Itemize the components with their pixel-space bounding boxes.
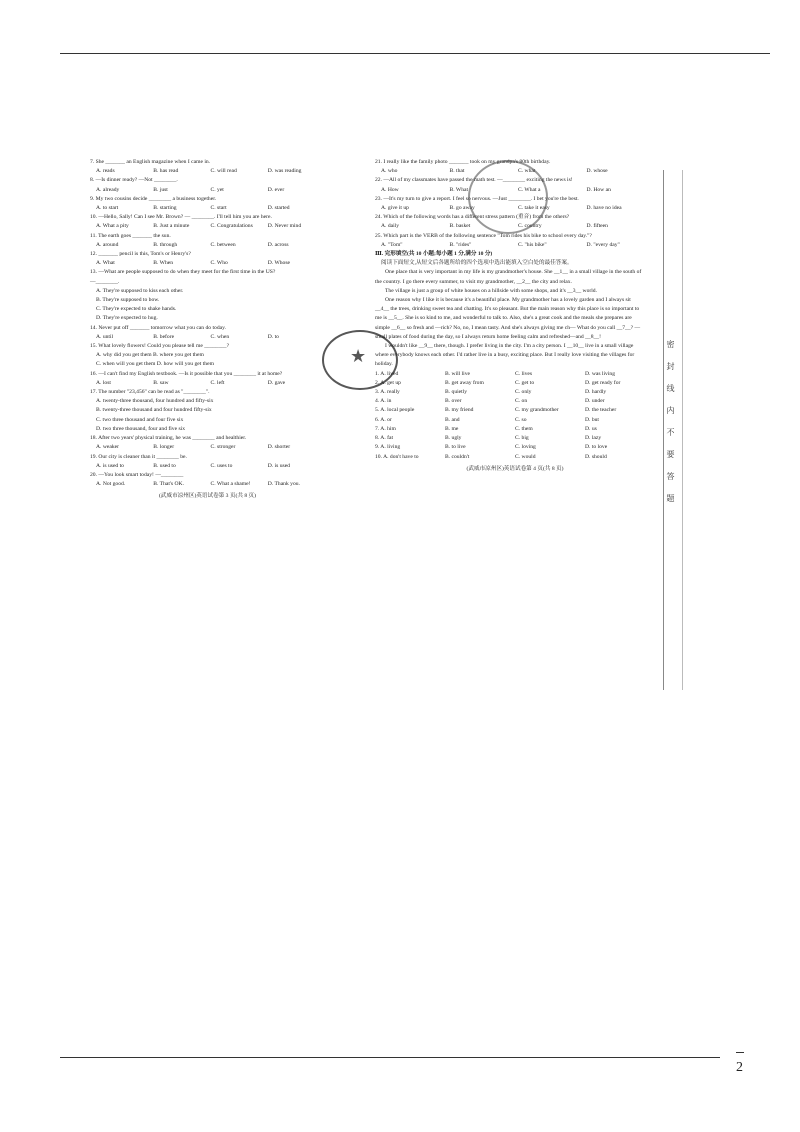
seal-stamp	[468, 160, 548, 234]
option: B. go away	[449, 205, 475, 212]
option: C. stronger	[210, 444, 236, 451]
option: C. Who	[210, 260, 228, 267]
bottom-rule	[60, 1057, 720, 1058]
cloze-option: C. get to	[515, 379, 535, 386]
question-text: B. twenty-three thousand and four hundred fifty-six	[96, 407, 212, 414]
question-text: 17. The number "23,456" can be read as "________".	[90, 389, 210, 396]
option: D. shorter	[267, 444, 291, 451]
option: C. left	[210, 379, 225, 386]
question-text: 7. She _______ an English magazine when I came in.	[90, 159, 211, 165]
cloze-option: 1. A. lived	[375, 370, 399, 377]
option-row	[96, 333, 325, 342]
cloze-option: B. quietly	[445, 389, 468, 396]
passage-paragraph: The village is just a group of white houses on a hillside with some shops, and it's __3__ world.	[385, 287, 597, 294]
cloze-option-row	[375, 425, 655, 434]
option-row	[96, 480, 325, 489]
question-text: 21. I really like the family photo _______ took on my grandpa's 80th birthday.	[375, 159, 551, 165]
cloze-option: C. would	[515, 453, 536, 460]
option: B. basket	[449, 223, 471, 230]
cloze-option: B. get away from	[445, 379, 484, 386]
cloze-option: D. but	[585, 416, 599, 423]
cloze-option: 2. A. get up	[375, 379, 401, 386]
cloze-option: 8. A. fat	[375, 435, 394, 442]
option: D. Never mind	[267, 223, 302, 230]
question-text: 16. —I can't find my English textbook. —Is it possible that you ________ it at home?	[90, 370, 283, 377]
cloze-option: C. big	[515, 435, 529, 442]
question-text: C. when will you get them D. how will you get them	[96, 361, 214, 368]
option: B. When	[153, 260, 174, 267]
option: B. starting	[153, 205, 177, 212]
question-text: —________.	[90, 278, 120, 285]
question-text: A. why did you get them B. where you get them	[96, 352, 204, 359]
question-text: 13. —What are people supposed to do when they meet for the first time in the US?	[90, 269, 276, 276]
cloze-option: B. will live	[445, 370, 471, 377]
option: B. just	[153, 186, 168, 193]
question-text: B. They're supposed to bow.	[96, 297, 160, 304]
cloze-option: D. us	[585, 425, 597, 432]
option: A. How	[381, 186, 399, 193]
passage-paragraph: One reason why I like it is because it's a beautiful place. My grandmother has a lovely garden and I always sit __4__ the trees, drinking sweet tea and chatting. It's so pleasant. But the main reason why this place is so important to me is __5__. She is so kind to me, and wonderful to talk to. Also, she's a great cook and the meals she prepares are simple __6__ so fresh and —rich? No, no, I mean tasty. And she's always giving me ch— What do you call __7__? —small plates of food during the day, so I always return home feeling calm and refreshed—and __8__!	[375, 297, 641, 340]
option: C. start	[210, 205, 227, 212]
option: B. has read	[153, 168, 179, 175]
cloze-passage	[375, 268, 655, 369]
cloze-option: D. lazy	[585, 435, 602, 442]
option: D. is used	[267, 462, 290, 469]
cloze-option: C. on	[515, 398, 528, 405]
passage-paragraph: I wouldn't like __9__ there, though. I prefer living in the city. I'm a city person. I __10__ live in a small village where everybody knows each other. I'd rather live in a busy, exciting place. But I really love visiting the villages for holiday.	[375, 343, 635, 368]
cloze-option: B. couldn't	[445, 453, 470, 460]
cloze-option-row	[375, 434, 655, 443]
cloze-option-row	[375, 397, 655, 406]
option: D. How an	[586, 186, 611, 193]
option: A. around	[96, 241, 119, 248]
cloze-option-row	[375, 453, 655, 462]
option-row	[96, 186, 325, 195]
option: A. What	[96, 260, 115, 267]
option: D. gave	[267, 379, 286, 386]
question-text: A. twenty-three thousand, four hundred and fifty-six	[96, 398, 214, 405]
option-row	[96, 241, 325, 250]
cloze-option: C. so	[515, 416, 527, 423]
cloze-option: D. get ready for	[585, 379, 621, 386]
option: D. whose	[586, 168, 608, 175]
cloze-option-row	[375, 388, 655, 397]
option: D. to	[267, 333, 279, 340]
cloze-option: 7. A. him	[375, 425, 396, 432]
option-row	[96, 443, 325, 452]
option-row	[96, 222, 325, 231]
option: D. ever	[267, 186, 285, 193]
cloze-option: D. the teacher	[585, 407, 617, 414]
option: C. will read	[210, 168, 237, 175]
question-text: 19. Our city is cleaner than it ________ be.	[90, 453, 187, 460]
cloze-option: C. my grandmother	[515, 407, 559, 414]
option: C. What a shame!	[210, 481, 251, 488]
question-text: 12. _______ pencil is this, Tom's or Henry's?	[90, 251, 191, 258]
cloze-option: B. my friend	[445, 407, 474, 414]
question-text: 25. Which part is the VERB of the following sentence "Tom rides his bike to school every day."?	[375, 232, 592, 239]
option-row	[96, 204, 325, 213]
question-text: 18. After two years' physical training, he was ________ and healthier.	[90, 435, 247, 442]
option: A. What a pity	[96, 223, 129, 230]
cloze-option: C. lives	[515, 370, 533, 377]
option: A. weaker	[96, 444, 119, 451]
cloze-option: 9. A. living	[375, 444, 401, 451]
cloze-option-row	[375, 443, 655, 452]
seal-stamp-red	[322, 330, 398, 390]
section-title: Ⅲ. 完形填空(共 10 小题;每小题 1 分,满分 10 分)	[375, 251, 493, 258]
option: C. What a	[518, 186, 541, 193]
option: B. What	[449, 186, 469, 193]
option: B. "rides"	[449, 241, 472, 248]
option: A. "Tom"	[381, 241, 403, 248]
option: B. longer	[153, 444, 175, 451]
cloze-option: B. and	[445, 416, 460, 423]
binding-margin	[660, 170, 686, 690]
option: A. daily	[381, 223, 400, 230]
left-question-list	[90, 158, 325, 489]
cloze-option: B. to live	[445, 444, 466, 451]
option: D. have no idea	[586, 205, 622, 212]
option: B. before	[153, 333, 175, 340]
option-row	[96, 379, 325, 388]
cloze-option: D. to love	[585, 444, 608, 451]
option: A. until	[96, 333, 114, 340]
cloze-option: C. them	[515, 425, 533, 432]
option: A. Not good.	[96, 481, 126, 488]
option: D. Whose	[267, 260, 291, 267]
cloze-option: B. over	[445, 398, 462, 405]
cloze-option: 5. A. local people	[375, 407, 415, 414]
option: C. when	[210, 333, 230, 340]
question-text: 14. Never put off _______ tomorrow what you can do today.	[90, 324, 226, 331]
question-text: 23. —It's my turn to give a report. I feel so nervous. —Just ________. I bet you're the best.	[375, 195, 579, 202]
passage-paragraph: One place that is very important in my life is my grandmother's house. She __1__ in a small village in the south of the country. I go there every summer, to visit my grandmother, __2__ the city and relax.	[375, 269, 642, 285]
option: C. uses to	[210, 462, 233, 469]
option: C. take it easy	[518, 205, 550, 212]
option: A. reads	[96, 168, 115, 175]
star-icon: ★	[350, 346, 367, 366]
option: C. country	[518, 223, 542, 230]
question-text: A. They're supposed to kiss each other.	[96, 287, 184, 294]
option: C. "his bike"	[518, 241, 547, 248]
left-column	[90, 158, 325, 502]
option: A. already	[96, 186, 120, 193]
cloze-options	[375, 370, 655, 462]
option-row	[96, 462, 325, 471]
question-text: 24. Which of the following words has a different stress pattern (重音) from the others?	[375, 214, 570, 221]
cloze-option-row	[375, 406, 655, 415]
question-text: 9. My two cousins decide ________ a business together.	[90, 195, 217, 202]
question-text: D. They're expected to hug.	[96, 315, 158, 322]
cloze-option: D. should	[585, 453, 607, 460]
section-instruction: 阅读下面短文,从短文后各题所给的四个选项中选出能填入空白处的最佳答案。	[381, 260, 573, 267]
cloze-option: D. hardly	[585, 389, 607, 396]
page-number: 2	[736, 1060, 743, 1075]
cloze-option-row	[375, 379, 655, 388]
question-text: 20. —You look smart today! —________	[90, 471, 184, 478]
cloze-option: B. ugly	[445, 435, 462, 442]
cloze-option: B. me	[445, 425, 459, 432]
question-text: 8. —Is dinner ready? —Not ________.	[90, 177, 178, 184]
option: B. used to	[153, 462, 176, 469]
cloze-option: C. only	[515, 389, 532, 396]
option-row	[381, 241, 655, 250]
option: C. Congratulations	[210, 223, 253, 230]
cloze-option: D. was living	[585, 370, 615, 377]
option: B. that	[449, 168, 465, 175]
option: A. who	[381, 168, 398, 175]
question-text: 15. What lovely flowers! Could you please tell me ________?	[90, 343, 230, 350]
cloze-option: D. under	[585, 398, 605, 405]
binding-notice: 密 封 线 内 不 要 答 题	[666, 340, 675, 508]
option: D. Thank you.	[267, 481, 300, 488]
option: C. what	[518, 168, 536, 175]
option: B. Just a minute	[153, 223, 190, 230]
question-text: C. two three thousand and four five six	[96, 416, 184, 423]
question-text: 22. —All of my classmates have passed the math test. —________ exciting the news is!	[375, 177, 573, 184]
option: A. lost	[96, 379, 111, 386]
question-text: D. two three thousand, four and five six	[96, 425, 186, 432]
question-text: C. They're expected to shake hands.	[96, 306, 177, 313]
cloze-option: 10. A. don't have to	[375, 453, 419, 460]
cloze-option-row	[375, 370, 655, 379]
option: A. is used to	[96, 462, 124, 469]
option: A. give it up	[381, 205, 409, 212]
option: A. to start	[96, 205, 119, 212]
top-rule	[60, 53, 770, 54]
right-page-footer: (武威市凉州区)英语试卷第 4 页(共 8 页)	[466, 465, 564, 472]
question-text: 11. The earth goes _______ the sun.	[90, 232, 171, 239]
cloze-option: C. loving	[515, 444, 536, 451]
option: B. That's OK.	[153, 481, 184, 488]
option: D. "every day"	[586, 241, 620, 248]
page-number-mark	[736, 1052, 744, 1053]
option-row	[96, 259, 325, 268]
option: C. yet	[210, 186, 224, 193]
option: B. saw	[153, 379, 169, 386]
option: D. was reading	[267, 168, 302, 175]
option: D. fifteen	[586, 223, 608, 230]
cloze-option: 3. A. really	[375, 389, 400, 396]
question-text: 10. —Hello, Sally! Can I see Mr. Brown? — ________. I'll tell him you are here.	[90, 214, 272, 221]
option: D. started	[267, 205, 290, 212]
option-row	[96, 167, 325, 176]
cloze-option: 6. A. or	[375, 416, 392, 423]
option: C. between	[210, 241, 236, 248]
cloze-option-row	[375, 416, 655, 425]
left-page-footer: (武威市凉州区)英语试卷第 3 页(共 8 页)	[159, 493, 256, 500]
cloze-option: 4. A. in	[375, 398, 392, 405]
option: D. across	[267, 241, 289, 248]
option: B. through	[153, 241, 178, 248]
